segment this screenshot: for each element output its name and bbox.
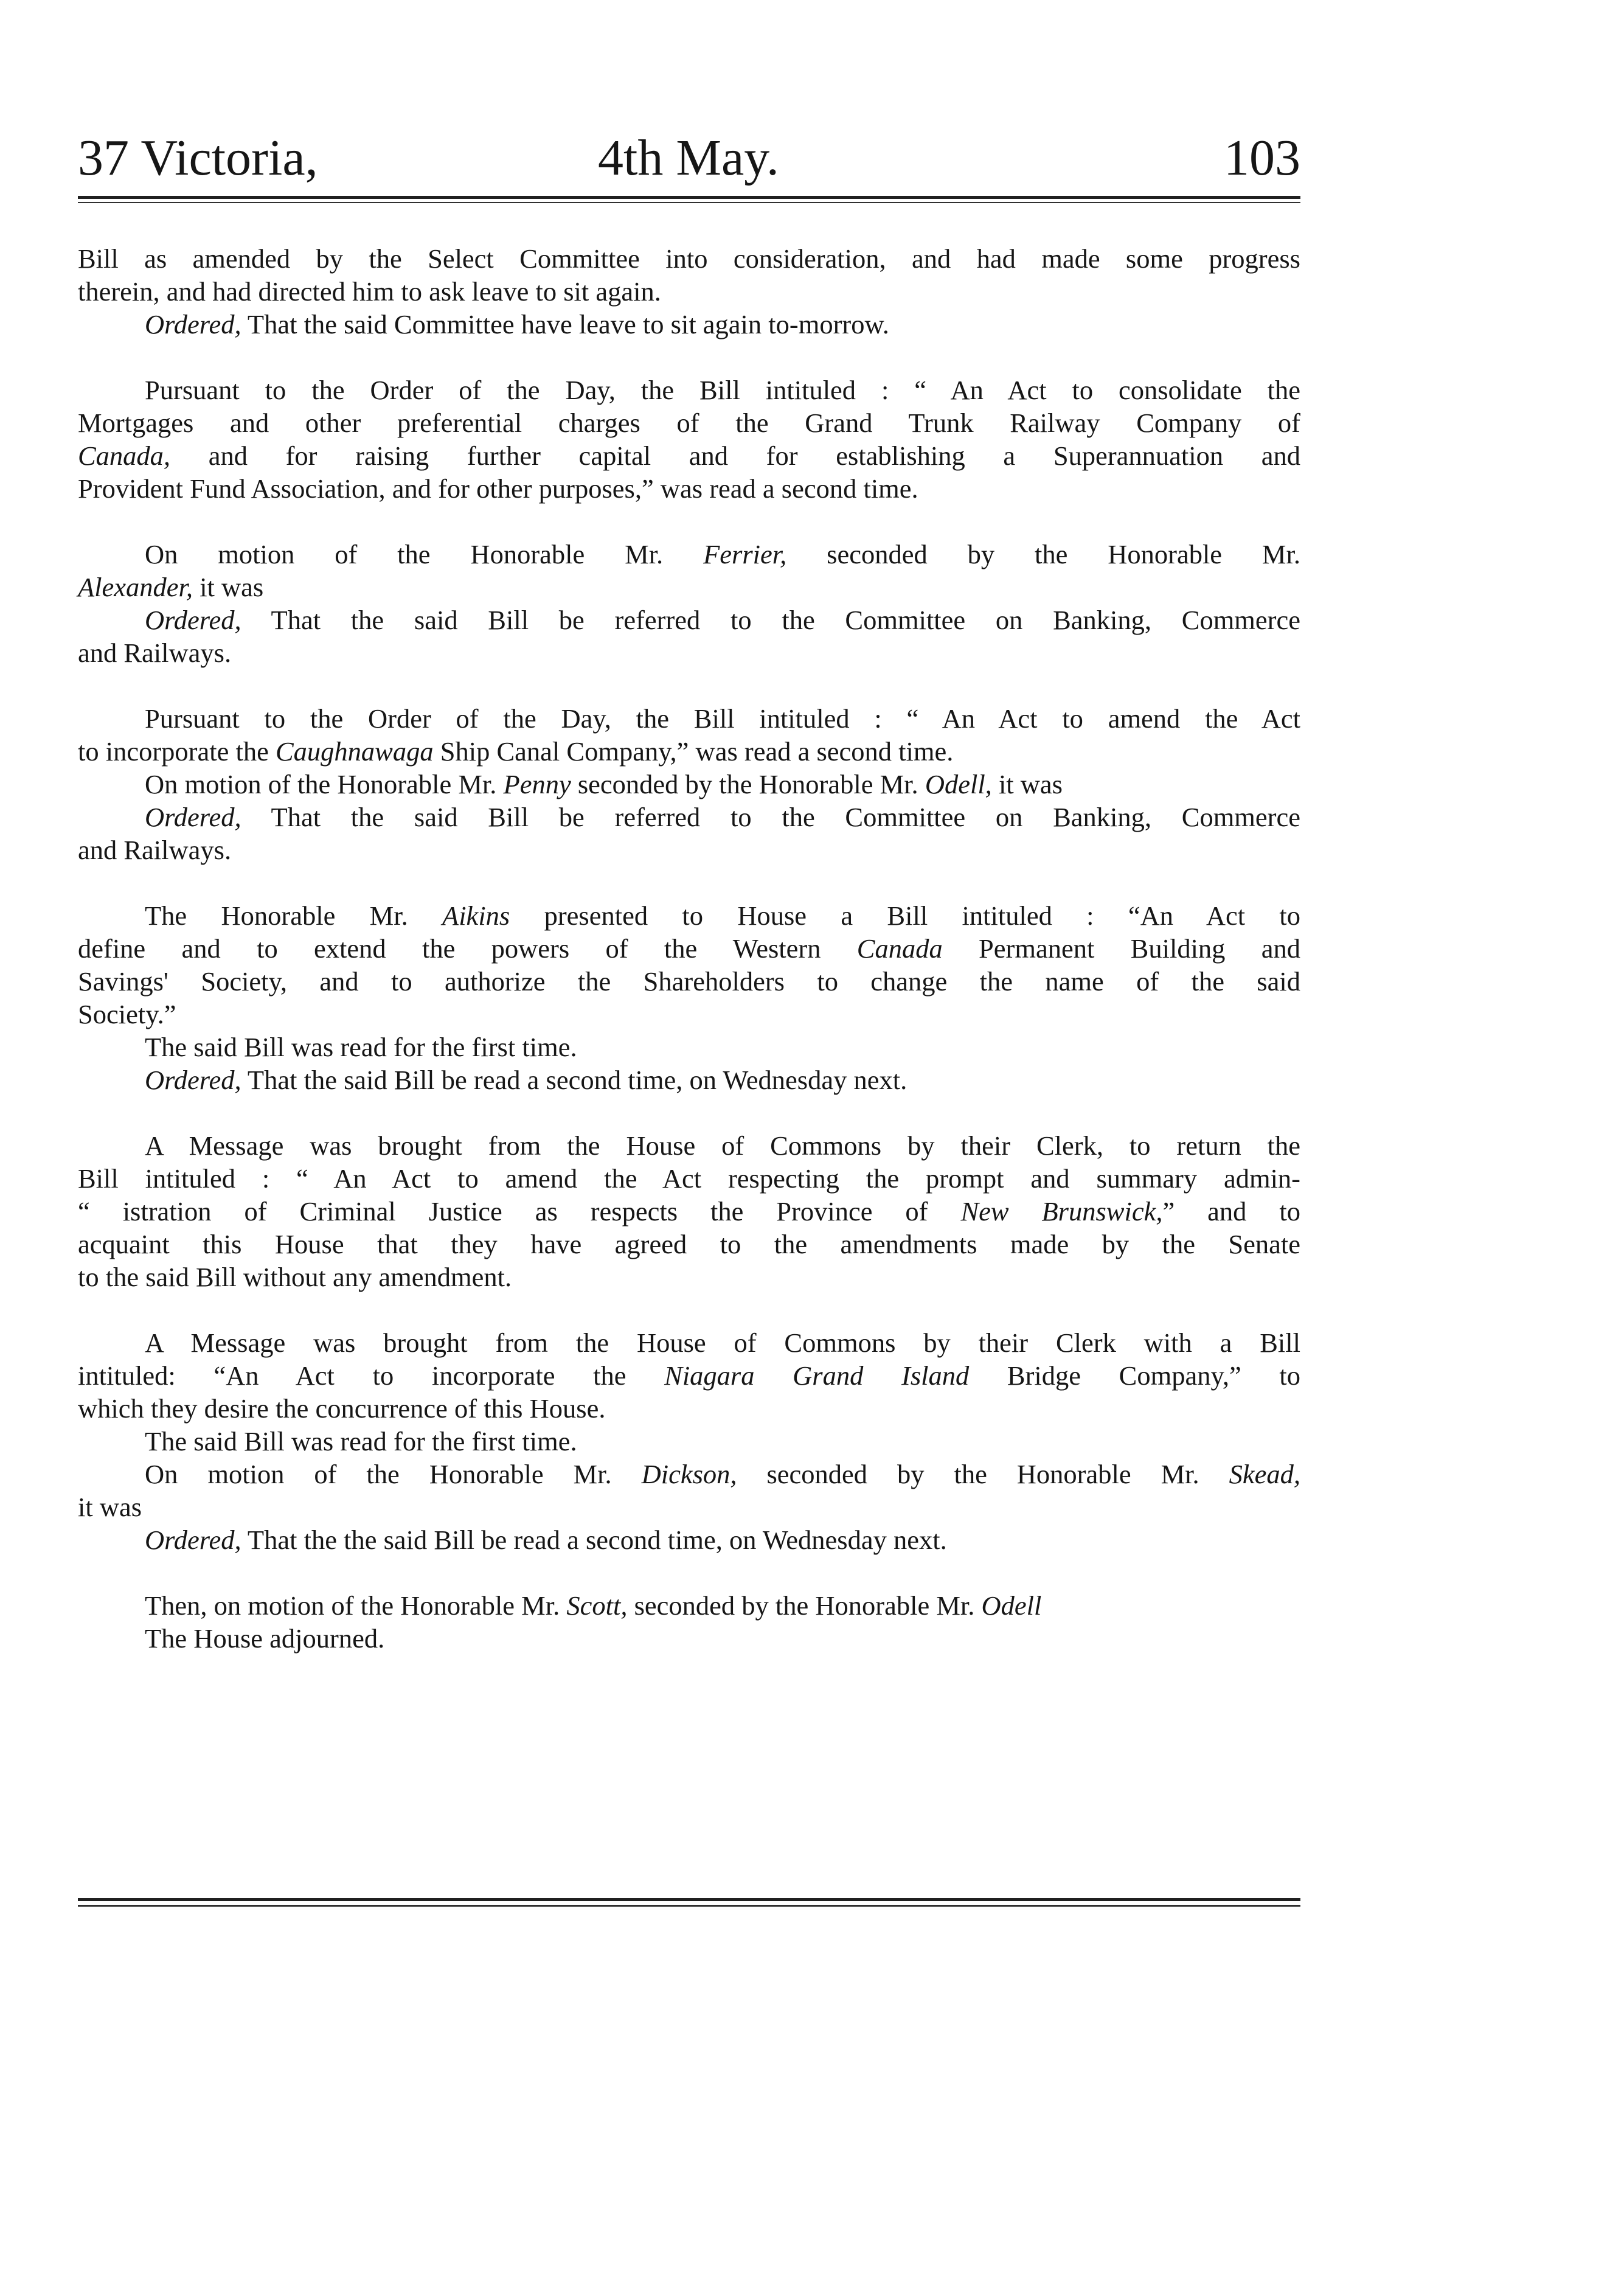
text-line: On motion of the Honorable Mr. Penny seconded by the Honorable Mr. Odell, it was bbox=[145, 769, 1063, 799]
text-line: acquaint this House that they have agreed to the amendments made by the Senate bbox=[78, 1229, 1300, 1259]
journal-paragraph bbox=[78, 374, 1300, 505]
journal-paragraph bbox=[78, 1063, 1300, 1096]
footer-rule bbox=[78, 1898, 1300, 1901]
journal-paragraph bbox=[78, 1425, 1300, 1458]
page-header bbox=[78, 122, 1300, 195]
text-line: Provident Fund Association, and for other purposes,” was read a second time. bbox=[78, 473, 918, 504]
journal-paragraph bbox=[78, 1622, 1300, 1655]
text-line: Ordered, That the said Committee have leave to sit again to-morrow. bbox=[145, 309, 889, 339]
text-line: define and to extend the powers of the Western Canada Permanent Building and bbox=[78, 933, 1301, 964]
date-label: 4th May. bbox=[598, 130, 779, 186]
text-line: Bill intituled : “ An Act to amend the Act respecting the prompt and summary admin- bbox=[78, 1163, 1300, 1194]
text-line: Ordered, That the said Bill be referred to the Committee on Banking, Commerce bbox=[145, 605, 1300, 635]
text-line: The said Bill was read for the first time. bbox=[145, 1032, 577, 1062]
text-line: On motion of the Honorable Mr. Ferrier, seconded by the Honorable Mr. bbox=[145, 539, 1300, 569]
header-rule bbox=[78, 196, 1300, 199]
journal-paragraph bbox=[78, 768, 1300, 801]
text-line: On motion of the Honorable Mr. Dickson, seconded by the Honorable Mr. Skead, bbox=[145, 1459, 1300, 1489]
page-number: 103 bbox=[1224, 130, 1300, 186]
text-line: A Message was brought from the House of Commons by their Clerk with a Bill bbox=[145, 1327, 1300, 1358]
journal-paragraph bbox=[78, 1589, 1300, 1622]
footer-rule-thin bbox=[78, 1905, 1300, 1907]
journal-paragraph bbox=[78, 538, 1300, 604]
text-line: and Railways. bbox=[78, 638, 232, 668]
text-line: and Railways. bbox=[78, 835, 232, 865]
journal-paragraph bbox=[78, 242, 1300, 308]
text-line: therein, and had directed him to ask leave to sit again. bbox=[78, 276, 661, 307]
text-line: The Honorable Mr. Aikins presented to House a Bill intituled : “An Act to bbox=[145, 900, 1300, 931]
text-line: Then, on motion of the Honorable Mr. Scott, seconded by the Honorable Mr. Odell bbox=[145, 1590, 1042, 1621]
text-line: “ istration of Criminal Justice as respects the Province of New Brunswick,” and to bbox=[78, 1196, 1300, 1226]
text-line: Pursuant to the Order of the Day, the Bill intituled : “ An Act to amend the Act bbox=[145, 703, 1300, 734]
journal-paragraph bbox=[78, 1523, 1300, 1556]
text-line: Society.” bbox=[78, 999, 176, 1029]
journal-paragraph bbox=[78, 1326, 1300, 1425]
text-line: Savings' Society, and to authorize the Shareholders to change the name of the said bbox=[78, 966, 1300, 997]
text-line: to incorporate the Caughnawaga Ship Canal Company,” was read a second time. bbox=[78, 736, 954, 767]
text-line: Ordered, That the the said Bill be read a second time, on Wednesday next. bbox=[145, 1525, 947, 1555]
text-line: Canada, and for raising further capital and for establishing a Superannuation and bbox=[78, 440, 1300, 471]
journal-body bbox=[78, 242, 1300, 1655]
text-line: Ordered, That the said Bill be referred to the Committee on Banking, Commerce bbox=[145, 802, 1300, 832]
journal-paragraph bbox=[78, 1129, 1300, 1293]
text-line: intituled: “An Act to incorporate the Niagara Grand Island Bridge Company,” to bbox=[78, 1360, 1300, 1391]
journal-paragraph bbox=[78, 1031, 1300, 1063]
session-label: 37 Victoria, bbox=[78, 130, 318, 186]
text-line: it was bbox=[78, 1492, 142, 1522]
text-line: Ordered, That the said Bill be read a second time, on Wednesday next. bbox=[145, 1065, 907, 1095]
text-line: A Message was brought from the House of Commons by their Clerk, to return the bbox=[145, 1130, 1300, 1161]
header-rule-thin bbox=[78, 202, 1300, 203]
journal-paragraph bbox=[78, 899, 1300, 1031]
text-line: Alexander, it was bbox=[78, 572, 264, 602]
text-line: Pursuant to the Order of the Day, the Bill intituled : “ An Act to consolidate the bbox=[145, 375, 1300, 405]
journal-paragraph bbox=[78, 801, 1300, 866]
journal-paragraph bbox=[78, 1458, 1300, 1523]
text-line: to the said Bill without any amendment. bbox=[78, 1262, 512, 1292]
text-line: The said Bill was read for the first time. bbox=[145, 1426, 577, 1456]
text-line: Mortgages and other preferential charges of the Grand Trunk Railway Company of bbox=[78, 408, 1300, 438]
journal-paragraph bbox=[78, 702, 1300, 768]
text-line: Bill as amended by the Select Committee into consideration, and had made some progress bbox=[78, 243, 1300, 274]
text-line: which they desire the concurrence of this House. bbox=[78, 1393, 606, 1424]
journal-paragraph bbox=[78, 604, 1300, 669]
text-line: The House adjourned. bbox=[145, 1623, 385, 1654]
journal-paragraph bbox=[78, 308, 1300, 341]
